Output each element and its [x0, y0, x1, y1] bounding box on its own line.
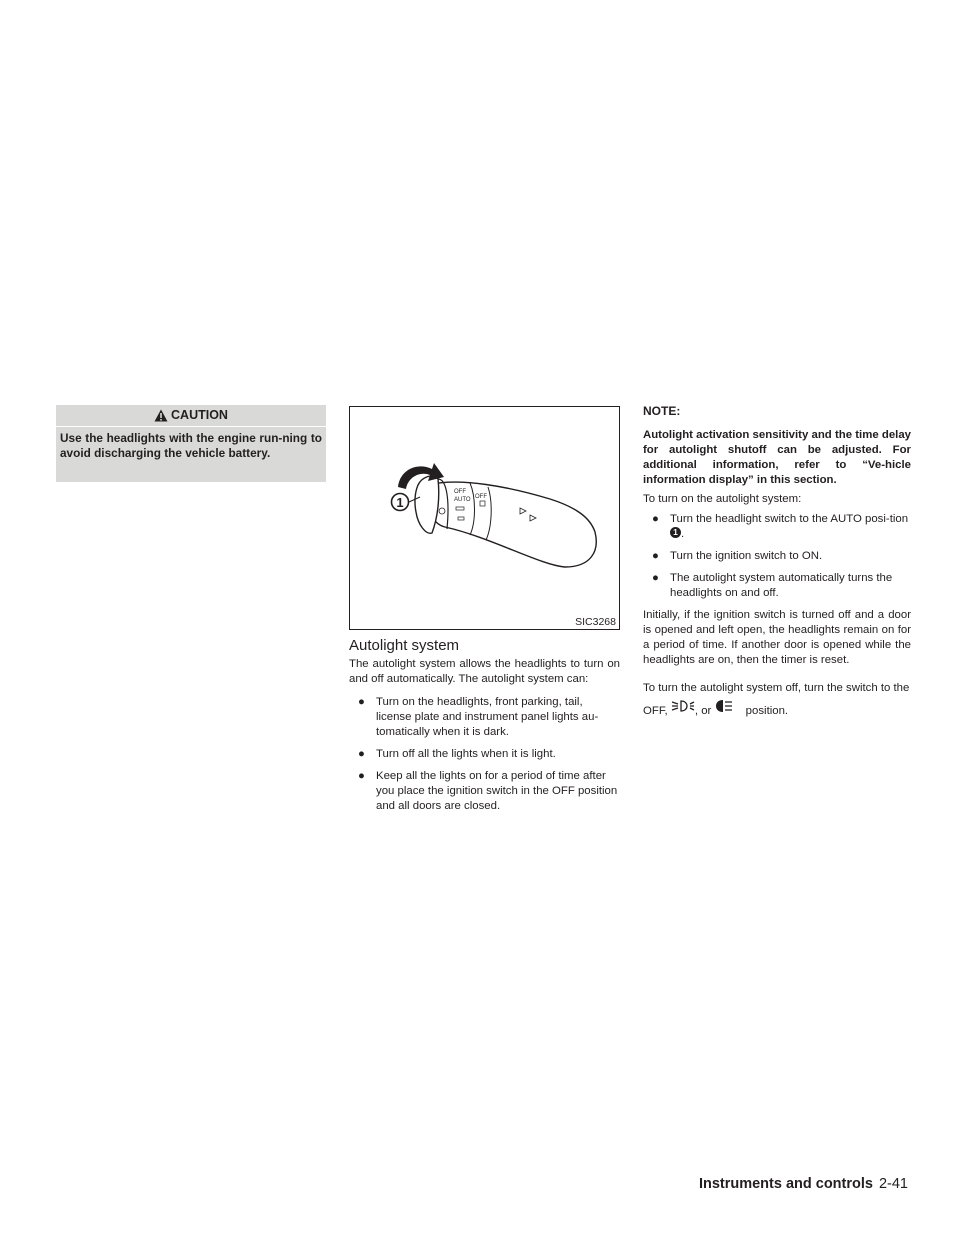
bullet-dot: ● — [358, 696, 365, 708]
caution-title: CAUTION — [171, 408, 228, 422]
figure-off-label: OFF — [454, 489, 466, 495]
caution-header — [56, 405, 326, 427]
warning-triangle-icon — [154, 409, 168, 422]
footer-section: Instruments and controls — [698, 1176, 873, 1192]
headlight-icon — [715, 699, 733, 713]
note-heading: NOTE: — [643, 404, 681, 418]
bullet-dot: ● — [358, 748, 365, 760]
turn-on-bullet-list — [643, 512, 911, 601]
autolight-intro: The autolight system allows the headlights to turn on and off automatically. The autolight system can: — [349, 658, 620, 685]
autolight-column — [349, 657, 620, 821]
section-title: Autolight system — [349, 637, 460, 654]
turn-off-paragraph: To turn the autolight system off, turn the switch to the OFF, , or position. — [643, 682, 910, 717]
note-column — [643, 404, 911, 722]
list-item: ● Turn on the headlights, front parking, tail, license plate and instrument panel lights au-tomatically when it is dark. — [358, 696, 599, 738]
caution-text: Use the headlights with the engine run-ning to avoid discharging the vehicle battery. — [60, 431, 322, 460]
caution-box — [56, 405, 326, 482]
initially-paragraph: Initially, if the ignition switch is turned off and a door is opened and left open, the headlights remain on for a period of time. If another door is opened while the headlights are on, then the timer is reset. — [643, 609, 911, 666]
bullet-dot: ● — [358, 770, 365, 782]
autolight-bullet-list — [349, 695, 620, 814]
turn-on-intro: To turn on the autolight system: — [643, 493, 802, 505]
figure-code: SIC3268 — [575, 616, 616, 628]
list-item: ● Turn the ignition switch to ON. — [652, 550, 823, 562]
figure-off2-label: OFF — [475, 494, 487, 500]
bullet-dot: ● — [652, 513, 659, 525]
list-item: ● The autolight system automatically turns the headlights on and off. — [652, 572, 893, 599]
figure-callout-label: 1 — [396, 495, 404, 510]
list-item: ● Turn the headlight switch to the AUTO posi-tion1 . — [652, 513, 909, 540]
callout-1-icon: 1 — [670, 527, 681, 538]
page-number: 2-41 — [878, 1176, 908, 1192]
bullet-dot: ● — [652, 572, 659, 584]
headlight-switch-illustration — [350, 407, 619, 629]
bullet-dot: ● — [652, 550, 659, 562]
note-text: Autolight activation sensitivity and the time delay for autolight shutoff can be adjusted. For additional information, refer to “Ve-hicle information display” in this section. — [643, 429, 911, 486]
figure-auto-label: AUTO — [454, 497, 471, 503]
page-footer — [699, 1176, 908, 1192]
list-item: ● Turn off all the lights when it is light. — [358, 748, 556, 760]
list-item: ● Keep all the lights on for a period of time after you place the ignition switch in the OFF position and all doors are closed. — [358, 770, 618, 812]
headlight-switch-figure — [349, 406, 620, 630]
parking-light-icon — [671, 699, 695, 713]
